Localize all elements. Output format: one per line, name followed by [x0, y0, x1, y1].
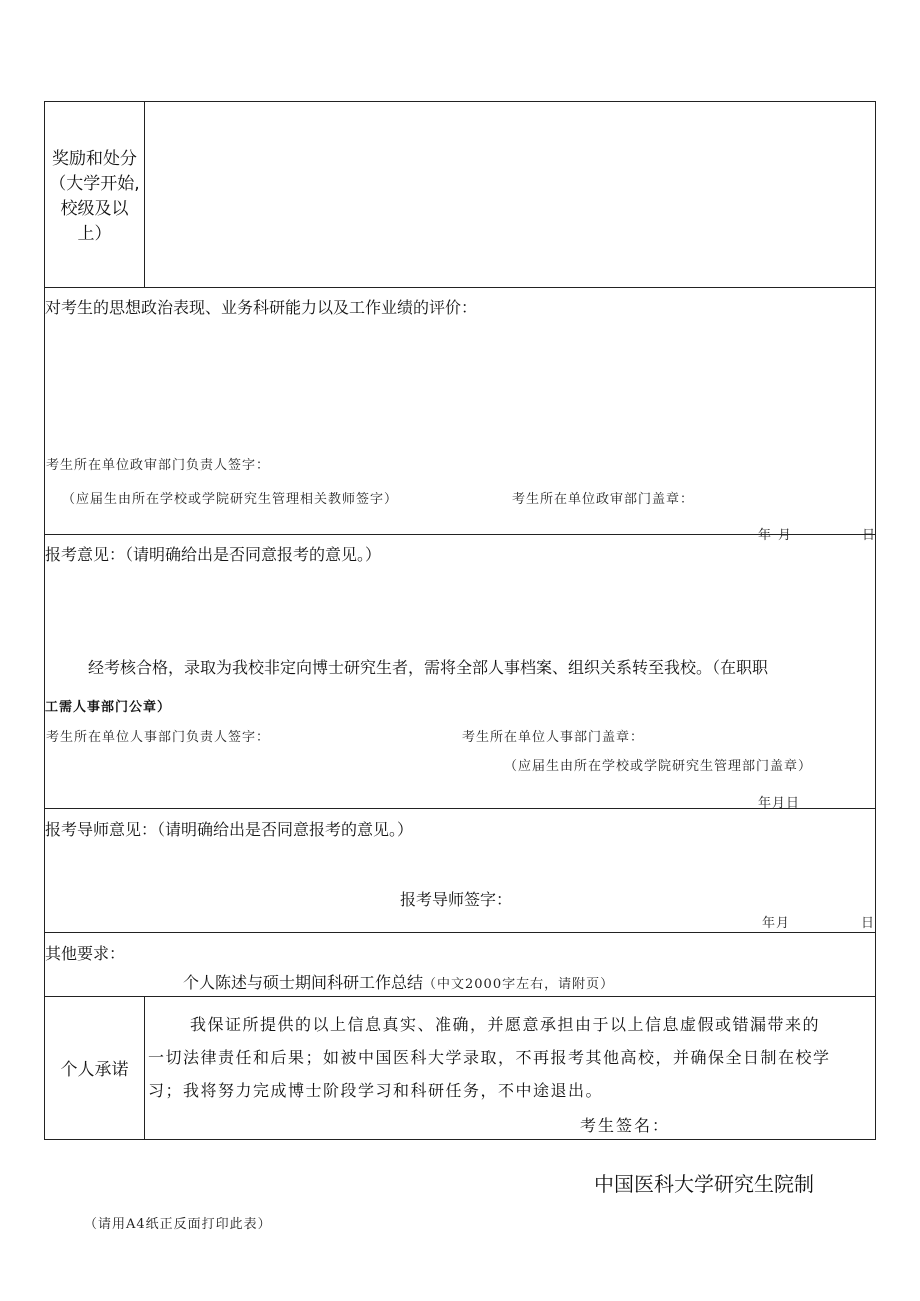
- awards-content-field[interactable]: [146, 103, 874, 285]
- application-date: 年月日: [758, 796, 801, 811]
- commitment-line3: 习；我将努力完成博士阶段学习和科研任务，不中途退出。: [148, 1081, 604, 1100]
- awards-label-line: 上）: [77, 224, 112, 244]
- application-signer-label: 考生所在单位人事部门负责人签字：: [46, 730, 271, 745]
- supervisor-date-day: 日: [861, 916, 876, 931]
- supervisor-opinion-heading: 报考导师意见：（请明确给出是否同意报考的意见。）: [45, 820, 414, 839]
- awards-label-line: 校级及以: [60, 199, 129, 219]
- other-requirements-item-main: 个人陈述与硕士期间科研工作总结: [183, 973, 424, 992]
- evaluation-note: （应届生由所在学校或学院研究生管理相关教师签字）: [62, 492, 399, 507]
- row-divider: [44, 932, 876, 933]
- application-opinion-heading: 报考意见：（请明确给出是否同意报考的意见。）: [45, 545, 382, 564]
- evaluation-stamp-label: 考生所在单位政审部门盖章：: [512, 492, 695, 507]
- commitment-signature-label: 考生签名：: [580, 1116, 671, 1135]
- other-requirements-item: [183, 970, 614, 993]
- row-divider: [44, 996, 876, 997]
- row-divider: [44, 808, 876, 809]
- application-statement-line2: 工需人事部门公章）: [45, 700, 172, 715]
- evaluation-date-day: 日: [862, 528, 877, 543]
- commitment-line2: 一切法律责任和后果；如被中国医科大学录取，不再报考其他高校，并确保全日制在校学: [148, 1048, 831, 1067]
- row-divider: [44, 534, 876, 535]
- awards-label-line: 奖励和处分: [52, 149, 137, 169]
- commitment-label: 个人承诺: [60, 1060, 129, 1080]
- application-stamp-label: 考生所在单位人事部门盖章：: [462, 730, 645, 745]
- awards-label-line: （大学开始,: [49, 174, 140, 194]
- awards-label: [45, 147, 144, 247]
- print-note: （请用A4纸正反面打印此表）: [84, 1217, 272, 1232]
- other-requirements-item-note: （中文2000字左右，请附页）: [423, 977, 615, 992]
- row-divider: [44, 287, 876, 288]
- evaluation-date-year: 年 月: [758, 528, 793, 543]
- issuer-text: 中国医科大学研究生院制: [594, 1172, 814, 1196]
- supervisor-signature-label: 报考导师签字：: [400, 890, 513, 909]
- column-divider: [144, 996, 145, 1140]
- evaluation-date-clip: [44, 520, 877, 543]
- application-note: （应届生由所在学校或学院研究生管理部门盖章）: [504, 759, 813, 774]
- evaluation-signer-label: 考生所在单位政审部门负责人签字：: [46, 458, 271, 473]
- other-requirements-heading: 其他要求：: [45, 944, 126, 963]
- evaluation-heading: 对考生的思想政治表现、业务科研能力以及工作业绩的评价：: [45, 298, 478, 317]
- commitment-line1: 我保证所提供的以上信息真实、准确，并愿意承担由于以上信息虚假或错漏带来的: [190, 1015, 821, 1034]
- supervisor-date-year-month: 年月: [762, 916, 791, 931]
- column-divider: [144, 101, 145, 287]
- application-statement-line1: 经考核合格，录取为我校非定向博士研究生者，需将全部人事档案、组织关系转至我校。（在职职: [88, 658, 769, 677]
